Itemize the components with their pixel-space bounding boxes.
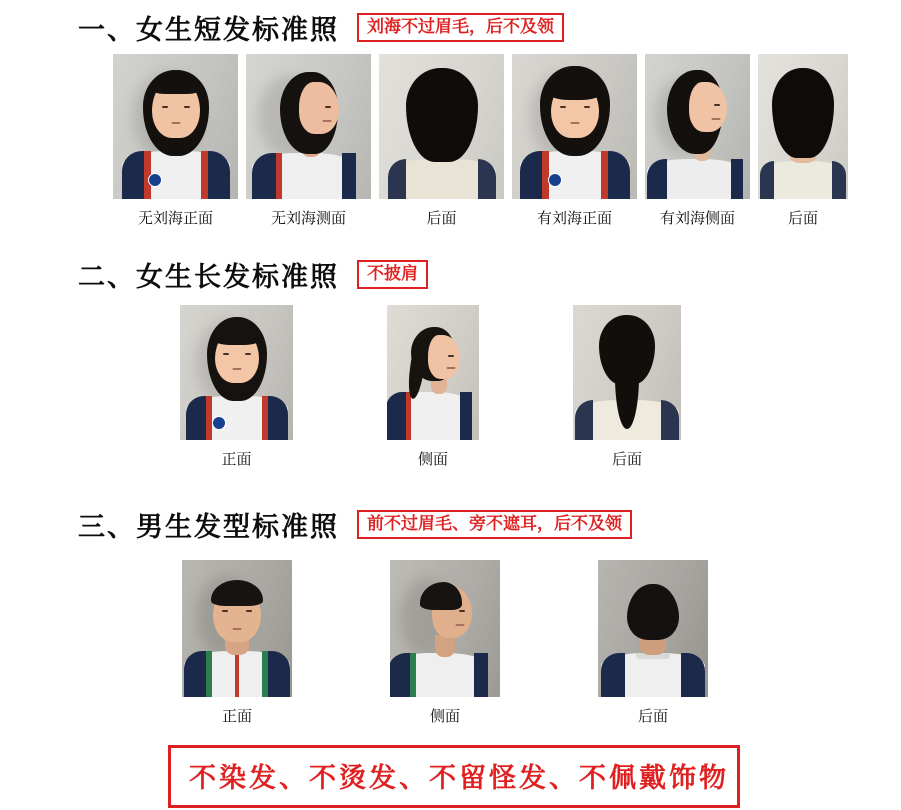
uniform-piping-right	[262, 651, 268, 697]
photo-side-no-bangs	[246, 54, 371, 199]
uniform-body	[390, 653, 488, 697]
eye-right	[448, 355, 454, 357]
face-profile	[428, 335, 460, 379]
mouth	[171, 122, 180, 124]
photo-long-front	[180, 305, 293, 440]
photo-caption: 有刘海侧面	[659, 209, 735, 227]
section-title: 一、女生短发标准照	[78, 15, 339, 46]
uniform-stripe-right	[731, 159, 743, 199]
uniform-stripe-left	[252, 153, 276, 199]
eye-right	[714, 104, 720, 106]
uniform-body	[387, 392, 472, 440]
section-title: 三、男生发型标准照	[78, 512, 339, 543]
photo-caption: 正面	[221, 707, 252, 725]
eye-right	[584, 106, 590, 108]
uniform-piping-right	[601, 151, 608, 199]
school-badge	[148, 173, 162, 187]
section-title: 二、女生长发标准照	[78, 262, 339, 293]
uniform-body	[601, 653, 705, 697]
uniform-body	[252, 153, 356, 199]
photo-cell	[598, 560, 708, 726]
photo-back-short-2	[758, 54, 848, 199]
eye-right	[246, 610, 252, 612]
section-header-girls-short-hair	[78, 8, 564, 47]
mouth	[447, 367, 456, 369]
section-header-girls-long-hair	[78, 255, 428, 294]
photo-cell	[180, 305, 293, 469]
uniform-piping-left	[542, 151, 549, 199]
uniform-piping-left	[206, 396, 212, 440]
eye-left	[560, 106, 566, 108]
photo-caption: 无刘海测面	[270, 209, 346, 227]
photo-boy-side	[390, 560, 500, 697]
uniform-stripe-right	[474, 653, 488, 697]
photo-caption: 侧面	[417, 450, 448, 468]
eye-left	[222, 610, 228, 612]
photo-cell	[512, 54, 637, 228]
school-badge	[548, 173, 562, 187]
photo-caption: 侧面	[429, 707, 460, 725]
eye-right	[184, 106, 190, 108]
face-profile	[299, 82, 339, 134]
eye-left	[162, 106, 168, 108]
uniform-body	[760, 161, 846, 199]
uniform-stripe-right	[681, 653, 705, 697]
hair-back-view	[772, 68, 834, 158]
uniform-piping-left	[276, 153, 282, 199]
section-header-boys-hair	[78, 505, 632, 544]
uniform-stripe-right	[268, 651, 290, 697]
photo-cell	[387, 305, 479, 469]
mouth	[456, 624, 465, 626]
photo-caption: 后面	[787, 209, 818, 227]
uniform-body	[184, 651, 290, 697]
photo-front-no-bangs	[113, 54, 238, 199]
uniform-stripe-left	[390, 653, 410, 697]
photo-caption: 无刘海正面	[137, 209, 213, 227]
photo-caption: 有刘海正面	[536, 209, 612, 227]
uniform-stripe-left	[647, 159, 667, 199]
photo-cell	[573, 305, 681, 469]
uniform-piping-left	[406, 392, 411, 440]
rule-badge: 不披肩	[357, 260, 428, 290]
uniform-stripe-left	[122, 151, 144, 199]
uniform-piping-left	[410, 653, 416, 697]
eye-left	[223, 353, 229, 355]
mouth	[232, 368, 241, 370]
uniform-piping-right	[201, 151, 208, 199]
rule-badge: 刘海不过眉毛，后不及领	[357, 13, 564, 43]
photo-cell	[113, 54, 238, 228]
photo-cell	[758, 54, 848, 228]
photo-long-side	[387, 305, 479, 440]
hair-back-view	[406, 68, 478, 162]
mouth	[570, 122, 579, 124]
photo-cell	[246, 54, 371, 228]
photo-cell	[379, 54, 504, 228]
photo-row-girls-long-hair	[180, 305, 681, 469]
uniform-body	[520, 151, 630, 199]
uniform-stripe-right	[460, 392, 472, 440]
uniform-piping-left	[206, 651, 212, 697]
uniform-stripe-right	[342, 153, 356, 199]
uniform-stripe-left	[184, 651, 206, 697]
uniform-stripe-right	[832, 161, 846, 199]
rule-badge: 前不过眉毛、旁不遮耳，后不及领	[357, 510, 632, 540]
photo-caption: 正面	[221, 450, 252, 468]
school-badge	[212, 416, 226, 430]
mouth	[322, 120, 331, 122]
photo-cell	[645, 54, 750, 228]
uniform-stripe-left	[186, 396, 206, 440]
eye-right	[325, 106, 331, 108]
photo-side-bangs	[645, 54, 750, 199]
photo-boy-front	[182, 560, 292, 697]
uniform-stripe-left	[520, 151, 542, 199]
photo-caption: 后面	[637, 707, 668, 725]
photo-caption: 后面	[426, 209, 457, 227]
uniform-body	[647, 159, 743, 199]
hair-top	[150, 76, 202, 94]
hair-back-view	[627, 584, 679, 640]
face-profile	[689, 82, 727, 132]
bottom-rule-banner: 不染发、不烫发、不留怪发、不佩戴饰物	[168, 745, 740, 808]
eye-right	[245, 353, 251, 355]
uniform-stripe-left	[387, 392, 406, 440]
uniform-stripe-left	[601, 653, 625, 697]
photo-front-bangs	[512, 54, 637, 199]
uniform-zipper	[235, 651, 239, 697]
mouth	[233, 628, 242, 630]
photo-cell	[390, 560, 500, 726]
photo-row-boys-hair	[182, 560, 708, 726]
photo-long-back	[573, 305, 681, 440]
photo-caption: 后面	[611, 450, 642, 468]
uniform-body	[186, 396, 288, 440]
photo-row-girls-short-hair	[113, 54, 848, 228]
photo-boy-back	[598, 560, 708, 697]
uniform-piping-right	[262, 396, 268, 440]
uniform-stripe-left	[760, 161, 774, 199]
photo-cell	[182, 560, 292, 726]
eye-right	[459, 610, 465, 612]
photo-back-short	[379, 54, 504, 199]
mouth	[712, 118, 721, 120]
uniform-body	[122, 151, 230, 199]
uniform-body	[388, 159, 496, 199]
neck	[435, 635, 455, 657]
